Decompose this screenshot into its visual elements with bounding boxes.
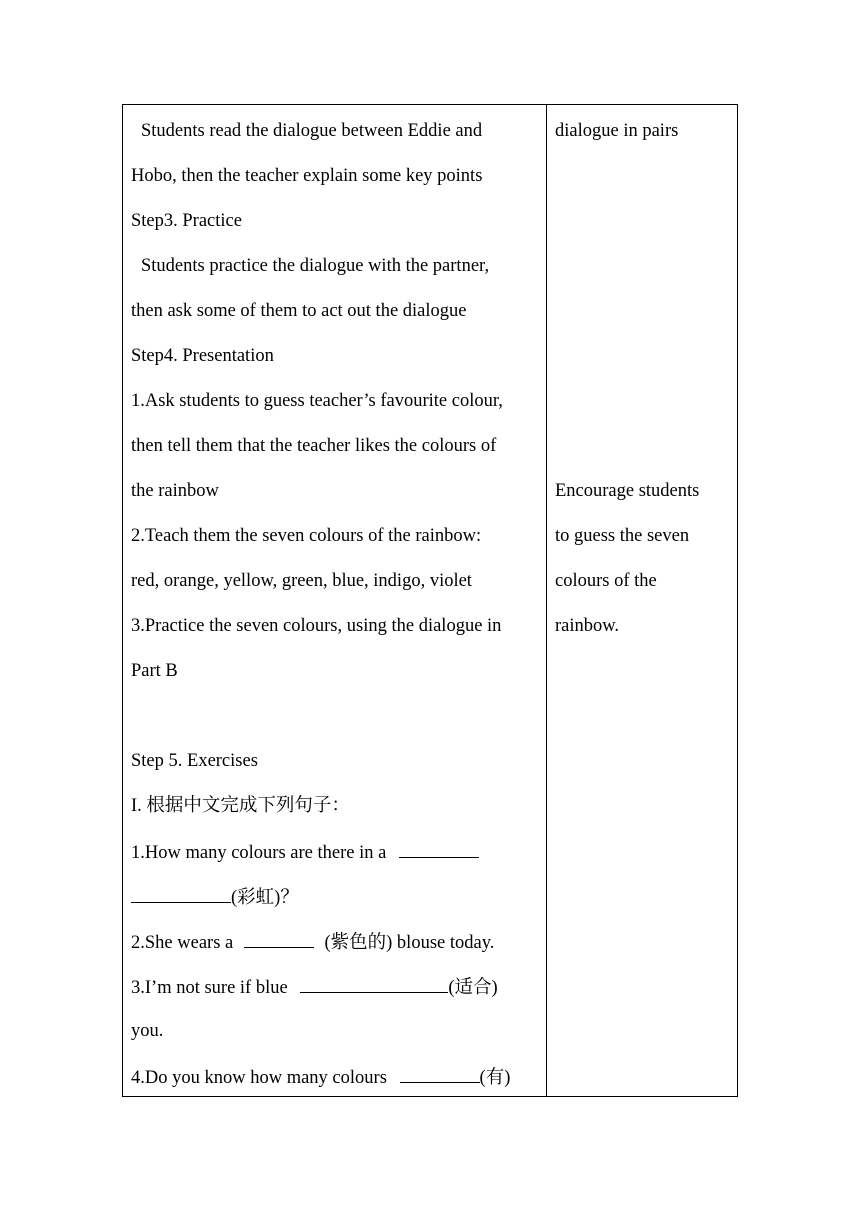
text-line: the rainbow bbox=[131, 481, 219, 501]
purpose-column bbox=[547, 105, 737, 1096]
answer-blank bbox=[400, 1064, 480, 1083]
exercise-item-4 bbox=[131, 1064, 510, 1090]
text-line: 3.Practice the seven colours, using the dialogue in bbox=[131, 616, 502, 636]
exercise-item-1 bbox=[131, 839, 479, 865]
procedure-column bbox=[123, 105, 547, 1096]
text-line: Students practice the dialogue with the partner, bbox=[141, 256, 490, 276]
exercise-text: 2.She wears a bbox=[131, 933, 234, 953]
text-line: Part B bbox=[131, 661, 178, 681]
exercise-text: 1.How many colours are there in a bbox=[131, 843, 387, 863]
text-line: 1.Ask students to guess teacher’s favourite colour, bbox=[131, 391, 503, 411]
text-line: Students read the dialogue between Eddie and bbox=[141, 121, 483, 141]
text-line: Hobo, then the teacher explain some key points bbox=[131, 166, 483, 186]
exercise-instruction: I. 根据中文完成下列句子： bbox=[131, 796, 350, 816]
text-line: then tell them that the teacher likes the colours of bbox=[131, 436, 497, 456]
text-line: Encourage students bbox=[555, 481, 700, 501]
exercise-item-2 bbox=[131, 929, 494, 955]
step-heading: Step 5. Exercises bbox=[131, 751, 258, 771]
exercise-text: (有) bbox=[479, 1068, 511, 1088]
exercise-item-1-cont bbox=[131, 884, 299, 910]
text-line: rainbow. bbox=[555, 616, 620, 636]
text-line: 2.Teach them the seven colours of the rainbow: bbox=[131, 526, 482, 546]
exercise-text: 3.I’m not sure if blue bbox=[131, 978, 288, 998]
step-heading: Step4. Presentation bbox=[131, 346, 274, 366]
text-line: you. bbox=[131, 1021, 164, 1041]
answer-blank bbox=[244, 929, 314, 948]
text-line: red, orange, yellow, green, blue, indigo, violet bbox=[131, 571, 472, 591]
text-line: to guess the seven bbox=[555, 526, 690, 546]
answer-blank bbox=[300, 974, 448, 993]
exercise-text: (紫色的) blouse today. bbox=[324, 933, 495, 953]
text-line: then ask some of them to act out the dialogue bbox=[131, 301, 467, 321]
step-heading: Step3. Practice bbox=[131, 211, 242, 231]
lesson-plan-table bbox=[122, 104, 738, 1097]
answer-blank bbox=[399, 839, 479, 858]
exercise-text: 4.Do you know how many colours bbox=[131, 1068, 387, 1088]
text-line: colours of the bbox=[555, 571, 657, 591]
answer-blank bbox=[131, 884, 231, 903]
exercise-text: (彩虹)？ bbox=[231, 888, 299, 908]
exercise-text: (适合) bbox=[448, 978, 498, 998]
exercise-item-3 bbox=[131, 974, 498, 1000]
text-line: dialogue in pairs bbox=[555, 121, 679, 141]
